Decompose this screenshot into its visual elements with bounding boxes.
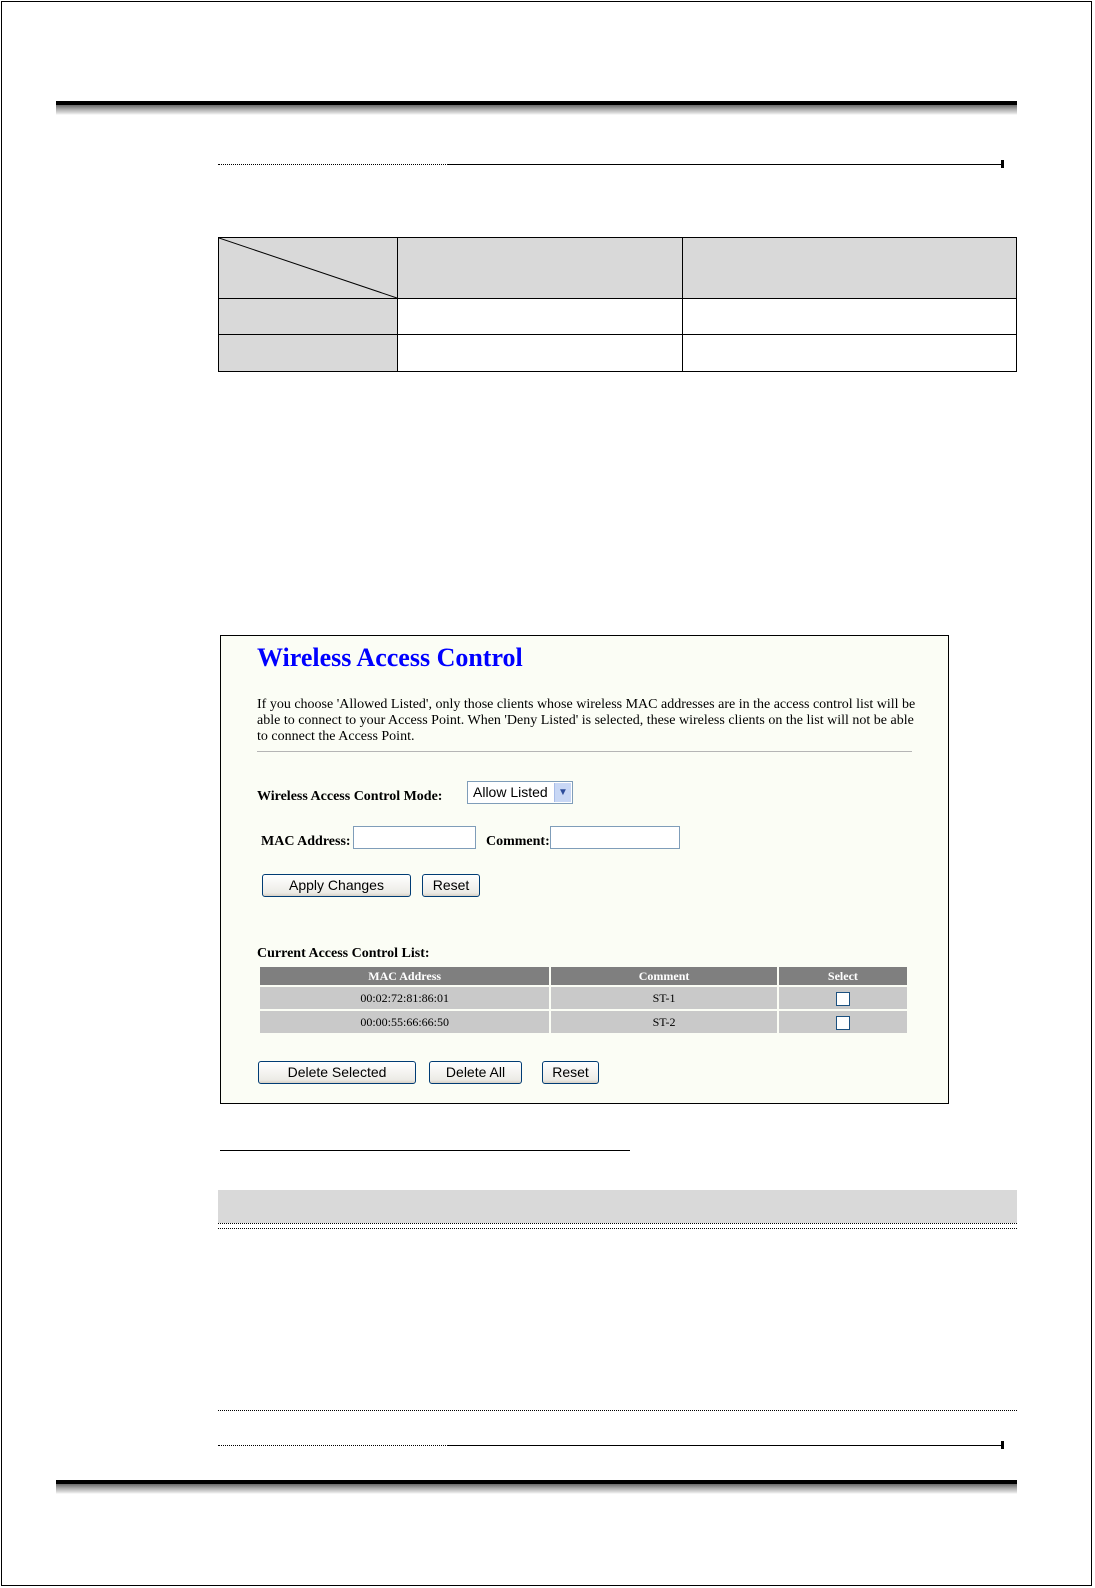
section-rule-right (448, 164, 1004, 165)
caption-underline (220, 1150, 630, 1151)
table-header-cell-2 (682, 237, 1017, 299)
footer-rule-left (218, 1445, 448, 1446)
row-select-cell (779, 1011, 907, 1033)
section-rule-left (218, 164, 448, 165)
column-header-mac: MAC Address (260, 967, 549, 985)
table-corner-cell (218, 237, 398, 299)
comparison-table (218, 237, 1017, 372)
footer-rule (56, 1480, 1017, 1494)
wireless-access-control-panel (220, 635, 949, 1104)
footer-rule-right (448, 1445, 1004, 1446)
reset-list-button[interactable]: Reset (542, 1061, 599, 1084)
row-select-cell (779, 987, 907, 1009)
rule-end-mark (1001, 160, 1004, 168)
row-mac: 00:00:55:66:66:50 (260, 1011, 549, 1033)
delete-all-button[interactable]: Delete All (429, 1061, 522, 1084)
row-comment: ST-2 (551, 1011, 777, 1033)
panel-description: If you choose 'Allowed Listed', only those clients whose wireless MAC addresses are in the access control list will be able to connect to your Access Point. When 'Deny Listed' is selected, these wireless clients on the list will not be able to connect the Access Point. (257, 697, 916, 744)
panel-separator (257, 751, 912, 752)
mac-address-input[interactable] (353, 826, 476, 849)
row-select-checkbox[interactable] (836, 1016, 850, 1030)
row-select-checkbox[interactable] (836, 992, 850, 1006)
table-cell-2-2 (682, 334, 1017, 372)
comment-input[interactable] (550, 826, 680, 849)
table-cell-1-1 (397, 298, 683, 335)
column-header-select: Select (779, 967, 907, 985)
chevron-down-icon[interactable]: ▼ (554, 783, 571, 802)
heading-underline-1 (218, 1223, 1017, 1224)
table-cell-1-2 (682, 298, 1017, 335)
table-cell-2-1 (397, 334, 683, 372)
table-row (260, 1011, 907, 1033)
reset-button[interactable]: Reset (422, 874, 480, 897)
table-row (260, 987, 907, 1009)
header-rule (56, 101, 1017, 115)
delete-selected-button[interactable]: Delete Selected (258, 1061, 416, 1084)
comment-label: Comment: (486, 834, 550, 849)
list-title: Current Access Control List: (257, 946, 430, 961)
section-heading-bar (218, 1190, 1017, 1223)
mode-label: Wireless Access Control Mode: (257, 789, 443, 804)
section-rule-lower (218, 1410, 1017, 1411)
column-header-comment: Comment (551, 967, 777, 985)
row-mac: 00:02:72:81:86:01 (260, 987, 549, 1009)
panel-title: Wireless Access Control (257, 643, 523, 672)
footer-rule-end-mark (1001, 1441, 1004, 1449)
heading-underline-2 (218, 1228, 1017, 1229)
table-row-header-2 (218, 334, 398, 372)
access-control-table (258, 965, 909, 1035)
mac-label: MAC Address: (261, 834, 351, 849)
mode-select[interactable] (467, 781, 573, 804)
apply-changes-button[interactable]: Apply Changes (262, 874, 411, 897)
row-comment: ST-1 (551, 987, 777, 1009)
mode-select-value: Allow Listed (473, 784, 548, 800)
table-row-header-1 (218, 298, 398, 335)
table-header-cell-1 (397, 237, 683, 299)
diagonal-line (219, 238, 397, 298)
